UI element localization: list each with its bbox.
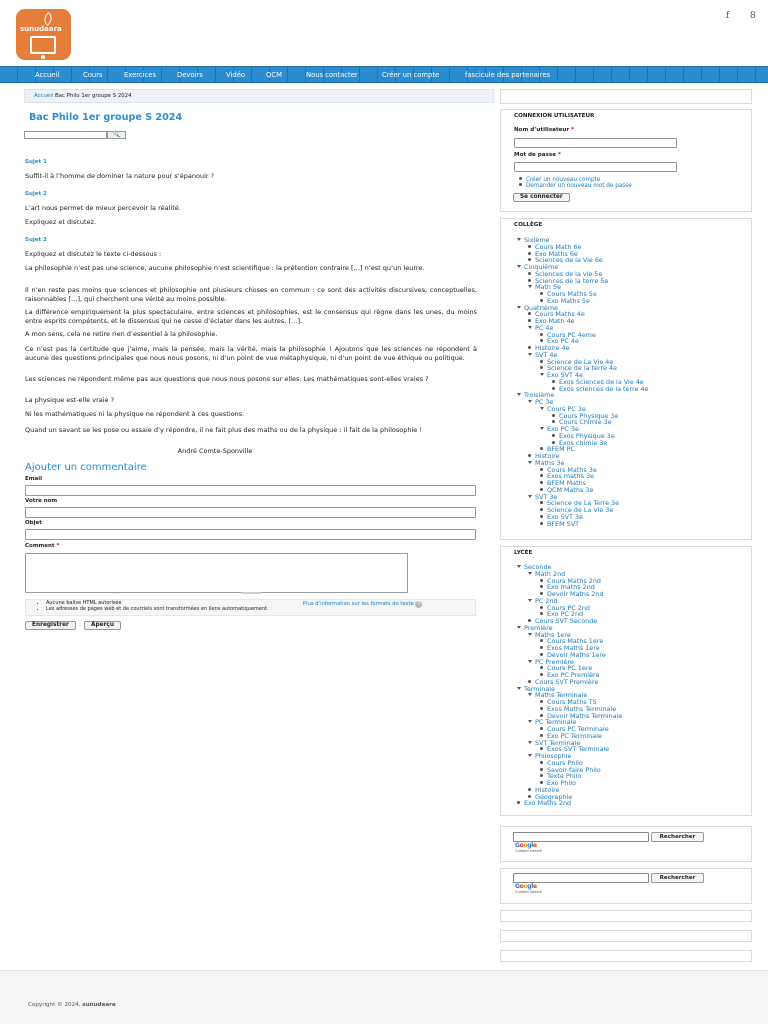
required-mark: * — [56, 543, 60, 549]
menu-item-label: Sciences de la vie 5e — [535, 269, 603, 278]
tip-item: • Aucune balise HTML autorisée — [46, 601, 281, 607]
menu-item-label: Histoire 4e — [535, 344, 570, 352]
google-letter: l — [531, 883, 534, 890]
expand-arrow-icon — [540, 427, 544, 430]
login-title: CONNEXION UTILISATEUR — [514, 113, 595, 119]
search-icon[interactable]: 🔍 — [107, 131, 126, 139]
bullet — [540, 774, 543, 777]
bullet — [540, 761, 543, 764]
info-icon: ? — [415, 601, 422, 608]
copyright-text: Copyright © 2024, — [28, 1002, 81, 1008]
sujet2-label: Sujet 2 — [25, 191, 47, 197]
menu-item-label: Exos SVT Terminale — [547, 745, 610, 754]
google-letter: o — [523, 883, 528, 890]
bullet — [519, 177, 522, 180]
bullet — [552, 387, 555, 390]
expand-arrow-icon — [528, 599, 532, 602]
menu-item-label: PC 4e — [535, 323, 554, 332]
password-label — [514, 152, 561, 158]
nav-devoirs[interactable]: Devoirs — [177, 71, 203, 79]
menu-item-label: Devoir Maths 2nd — [547, 590, 604, 598]
menu-item-label: BFEM SVT — [547, 519, 579, 528]
create-account-text: Créer un nouveau compte — [526, 177, 601, 183]
bullet — [528, 795, 531, 798]
bullet — [540, 508, 543, 511]
expand-arrow-icon — [528, 754, 532, 757]
preview-button[interactable]: Aperçu — [84, 621, 121, 630]
menu-item-label: Cours Maths 1ere — [547, 637, 604, 646]
site-footer — [0, 970, 768, 1024]
bullet — [540, 515, 543, 518]
sidebar-empty-block — [500, 950, 752, 962]
menu-item-label: BFEM Maths — [547, 479, 586, 487]
menu-item-label: Cours PC 2nd — [547, 603, 590, 612]
subject-label: Objet — [25, 520, 42, 526]
menu-item-label: Troisième — [524, 391, 555, 400]
bullet — [540, 666, 543, 669]
content-search-input[interactable] — [24, 131, 107, 139]
required-mark: * — [557, 152, 561, 158]
google-letter: o — [519, 883, 524, 890]
bullet — [528, 312, 531, 315]
comment-label-text: Comment — [25, 543, 55, 549]
comment-heading: Ajouter un commentaire — [25, 462, 147, 473]
paragraph-6: Les sciences ne répondent même pas aux questions que nous nous posons sur elles. Les mathématiques sont-elles vraies ? — [25, 375, 429, 383]
textarea-resize-handle[interactable] — [241, 592, 261, 594]
menu-item-label: SVT 3e — [535, 492, 558, 501]
email-label: Email — [25, 476, 42, 482]
google-search-input[interactable] — [513, 832, 649, 842]
username-label-text: Nom d’utilisateur — [514, 127, 570, 133]
menu-item-label: SVT 4e — [535, 350, 558, 359]
menu-item[interactable] — [540, 520, 579, 528]
expand-arrow-icon — [517, 626, 521, 629]
menu-item-label: Cours PC 4eme — [547, 330, 596, 339]
menu-item-label: Géographie — [535, 792, 573, 801]
bullet — [540, 585, 543, 588]
menu-item-label: Science de La Vie 4e — [547, 357, 614, 366]
menu-item-label: Philosophie — [535, 752, 572, 760]
menu-item-label: Exos sciences de la terre 4e — [559, 384, 649, 393]
bullet — [540, 646, 543, 649]
menu-item-label: Cours Maths 4e — [535, 310, 585, 319]
tip-item: • Les adresses de pages web et de courriels sont transformées en liens automatiquement. — [46, 607, 281, 613]
menu-item-label: Texte Philo — [547, 772, 582, 781]
author: André Comte-Sponville — [177, 447, 253, 455]
sidebar-empty-block — [500, 910, 752, 922]
bullet — [540, 468, 543, 471]
menu-item-label: Science de La Terre 3e — [547, 499, 620, 508]
menu-item-label: Seconde — [524, 563, 552, 571]
bullet — [540, 299, 543, 302]
menu-item-label: Exos Physique 3e — [559, 431, 615, 440]
menu-item-label: Exo SVT 4e — [547, 371, 583, 379]
email-field[interactable] — [25, 485, 476, 496]
facebook-icon[interactable]: f — [726, 11, 730, 21]
google-letter: o — [519, 842, 524, 849]
bullet — [528, 454, 531, 457]
expand-arrow-icon — [517, 393, 521, 396]
bullet — [540, 360, 543, 363]
menu-item-label: Cours Maths 3e — [547, 465, 597, 474]
nav-cours[interactable]: Cours — [83, 71, 103, 79]
footer-brand: sunudaara — [82, 1002, 116, 1008]
bullet — [528, 258, 531, 261]
tablet-icon — [30, 36, 56, 54]
text-format-tips — [25, 599, 476, 616]
bullet — [540, 727, 543, 730]
menu-item-label: Exos Maths 1ere — [547, 644, 600, 652]
site-logo[interactable] — [16, 9, 71, 60]
bullet — [528, 680, 531, 683]
sidebar-empty-block — [500, 930, 752, 942]
google-letter: e — [533, 842, 537, 849]
google-letter: G — [515, 842, 520, 849]
bullet — [540, 481, 543, 484]
menu-item-label: Cours PC Terminale — [547, 725, 609, 733]
sujet3-intro: Expliquez et discutez le texte ci-dessous : — [25, 250, 162, 258]
required-mark: * — [571, 127, 575, 133]
menu-item-label: Savoir-faire Philo — [547, 765, 601, 774]
menu-item-label: Science de la terre 4e — [547, 364, 617, 373]
bullet — [552, 441, 555, 444]
expand-arrow-icon — [517, 265, 521, 268]
expand-arrow-icon — [517, 238, 521, 241]
bullet — [528, 272, 531, 275]
menu-item-label: Sciences de la terre 5e — [535, 276, 609, 285]
menu-item-label: Devoir Maths 1ere — [547, 650, 606, 659]
bullet — [517, 801, 520, 804]
bullet — [540, 606, 543, 609]
sidebar-empty-block — [500, 89, 752, 104]
expand-arrow-icon — [528, 285, 532, 288]
bullet — [540, 639, 543, 642]
comment-textarea[interactable] — [25, 553, 408, 593]
menu-item-label: Exos chimie 3e — [559, 438, 608, 447]
bullet — [552, 434, 555, 437]
menu-item-label: Exo SVT 3e — [547, 512, 583, 521]
expand-arrow-icon — [528, 400, 532, 403]
more-info-link[interactable] — [303, 601, 422, 608]
menu-item-label: Exo maths 2nd — [547, 583, 595, 592]
sujet2-text: L’art nous permet de mieux percevoir la réalité. — [25, 204, 181, 212]
menu-item-label: Exos maths 3e — [547, 472, 594, 481]
nav-accueil[interactable]: Accueil — [35, 71, 60, 79]
expand-arrow-icon — [528, 660, 532, 663]
content-search — [24, 131, 126, 139]
menu-item-label: Cours Philo — [547, 758, 583, 767]
menu-item-label: Histoire — [535, 785, 560, 794]
menu-item-label: QCM Maths 3e — [547, 485, 594, 494]
bullet — [519, 183, 522, 186]
google-letter: g — [527, 842, 532, 849]
menu-item-label: Exo PC Première — [547, 671, 600, 679]
paragraph-1: La philosophie n’est pas une science, aucune philosophie n’est scientifique : la prétention contraire […] n’est qu’un leurre. — [25, 264, 425, 272]
main-navigation — [0, 66, 768, 83]
bullet — [528, 788, 531, 791]
menu-item-label: Première — [524, 623, 553, 632]
menu-item-label: PC 3e — [535, 398, 554, 406]
menu-item-label: Sciences de la Vie 6e — [535, 256, 603, 265]
expand-arrow-icon — [528, 572, 532, 575]
menu-item-label: Cinquième — [524, 263, 559, 271]
custom-search-label: Custom Search — [515, 849, 543, 853]
paragraph-3: La différence empiriquement la plus spectaculaire, entre sciences et philosophies, est le consensus qui règne dans les unes, du moins entre esprits compétents, et le dissensus qui ne cesse d’éclater dans les autres. […]. — [25, 308, 477, 325]
nav-exercices[interactable]: Exercices — [124, 71, 157, 79]
expand-arrow-icon — [528, 633, 532, 636]
bullet — [540, 714, 543, 717]
menu-item[interactable] — [552, 385, 648, 393]
nav-create-account[interactable]: Créer un compte — [382, 71, 440, 79]
lycee-title: LYCÉE — [514, 550, 533, 556]
bullet — [540, 474, 543, 477]
save-button[interactable]: Enregistrer — [25, 621, 76, 630]
expand-arrow-icon — [528, 461, 532, 464]
expand-arrow-icon — [528, 326, 532, 329]
site-header — [0, 0, 768, 66]
paragraph-4: A mon sens, cela ne retire rien d’essentiel à la philosophie. — [25, 330, 218, 338]
google-letter: o — [523, 842, 528, 849]
menu-item-label: PC Terminale — [535, 718, 577, 727]
name-field[interactable] — [25, 507, 476, 518]
name-label: Votre nom — [25, 498, 58, 504]
menu-item-label: PC 2nd — [535, 596, 558, 605]
menu-item-label: Exo PC 2nd — [547, 610, 584, 619]
more-info-text: Plus d’information sur les formats de texte — [303, 601, 414, 607]
breadcrumb-current: Bac Philo 1er groupe S 2024 — [54, 93, 132, 99]
comment-label — [25, 543, 59, 549]
expand-arrow-icon — [528, 693, 532, 696]
sujet1-label: Sujet 1 — [25, 159, 47, 165]
menu-item-label: Science de La Vie 3e — [547, 506, 614, 514]
menu-item-label: Histoire — [535, 452, 560, 460]
menu-item-label: Cours Maths 5e — [547, 290, 597, 298]
menu-item-label: Devoir Maths Terminale — [547, 711, 623, 720]
bullet — [540, 488, 543, 491]
breadcrumb — [24, 89, 494, 103]
google-search-input[interactable] — [513, 873, 649, 883]
bullet — [540, 700, 543, 703]
subject-field[interactable] — [25, 529, 476, 540]
menu-item-label: Maths 1ere — [535, 630, 571, 639]
menu-item-label: Cours SVT Seconde — [535, 617, 598, 625]
google-search-button[interactable]: Rechercher — [651, 873, 704, 883]
google-plus-icon[interactable]: 8 — [750, 11, 756, 21]
menu-item-label: Cours PC 3e — [547, 404, 586, 413]
bullet — [540, 781, 543, 784]
menu-item-label: SVT Terminale — [535, 738, 581, 747]
menu-item-label: Exo PC Terminale — [547, 731, 602, 740]
expand-arrow-icon — [540, 373, 544, 376]
menu-item-label: Exos Maths Terminale — [547, 704, 617, 713]
breadcrumb-home[interactable]: Accueil — [34, 93, 54, 99]
menu-item-label: Cours Maths TS — [547, 698, 597, 706]
copyright — [28, 1002, 116, 1008]
menu-item-label: Maths 3e — [535, 458, 565, 467]
google-letter: e — [533, 883, 537, 890]
reset-password-link[interactable] — [519, 183, 632, 189]
bullet — [540, 612, 543, 615]
nav-contact[interactable]: Nous contacter — [306, 71, 358, 79]
page-title: Bac Philo 1er groupe S 2024 — [29, 112, 183, 123]
bullet — [540, 366, 543, 369]
bullet — [528, 619, 531, 622]
expand-arrow-icon — [528, 720, 532, 723]
bullet — [528, 245, 531, 248]
password-label-text: Mot de passe — [514, 152, 557, 158]
google-letter: G — [515, 883, 520, 890]
bullet — [540, 333, 543, 336]
menu-item-label: Exo PC 4e — [547, 337, 579, 346]
bullet — [540, 768, 543, 771]
menu-item-label: Cours Chimie 3e — [559, 418, 612, 427]
login-button[interactable]: Se connecter — [513, 193, 570, 202]
menu-item-label: Sixième — [524, 236, 550, 244]
bullet — [552, 414, 555, 417]
menu-item-label: Exos Sciences de la Vie 4e — [559, 377, 644, 386]
sujet2-instruction: Expliquez et discutez. — [25, 218, 97, 226]
reset-password-text: Demander un nouveau mot de passe — [526, 183, 632, 189]
menu-item-label: PC Première — [535, 657, 574, 666]
expand-arrow-icon — [528, 353, 532, 356]
bullet — [540, 673, 543, 676]
bullet — [540, 339, 543, 342]
menu-item-label: Cours SVT Première — [535, 677, 599, 686]
sujet3-label: Sujet 3 — [25, 237, 47, 243]
logo-text: sunudaara — [20, 25, 62, 33]
custom-search-label: Custom Search — [515, 890, 543, 894]
paragraph-9: Quand un savant se les pose ou essaie d’y répondre, il ne fait plus des maths ou de la physique : il fait de la philosophie ! — [25, 426, 422, 434]
bullet — [540, 653, 543, 656]
nav-fascicule[interactable]: fascicule des partenaires — [465, 71, 551, 79]
bullet — [528, 279, 531, 282]
menu-item-label: Exo Philo — [547, 779, 576, 787]
google-letter: g — [527, 883, 532, 890]
college-title: COLLÈGE — [514, 222, 543, 228]
paragraph-7: La physique est-elle vraie ? — [25, 396, 115, 404]
bullet — [540, 501, 543, 504]
username-field[interactable] — [514, 138, 677, 148]
menu-item-label: Math 5e — [535, 283, 562, 292]
menu-item-label: Terminale — [524, 684, 555, 693]
bullet — [540, 707, 543, 710]
bullet — [552, 380, 555, 383]
menu-item-label: BFEM PC — [547, 445, 575, 454]
bullet — [528, 319, 531, 322]
bullet — [540, 592, 543, 595]
menu-item-label: Exo Maths 2nd — [524, 799, 572, 808]
expand-arrow-icon — [528, 495, 532, 498]
menu-item-label: Cours Math 6e — [535, 242, 582, 251]
menu-item-label: Exo Maths 5e — [547, 296, 590, 305]
paragraph-2: Il n’en reste pas moins que sciences et philosophie ont plusieurs choses en commun : ce sont des activités discursives, conceptuelles, raisonnables […], qui cherchent une vérité au moins possible. — [25, 286, 477, 303]
bullet — [528, 252, 531, 255]
expand-arrow-icon — [540, 407, 544, 410]
bullet — [540, 747, 543, 750]
expand-arrow-icon — [517, 306, 521, 309]
menu-item-label: Cours Maths 2nd — [547, 576, 601, 585]
bullet — [528, 346, 531, 349]
bullet — [540, 522, 543, 525]
menu-item-label: Math 2nd — [535, 569, 566, 578]
google-letter: l — [531, 842, 534, 849]
bullet — [540, 579, 543, 582]
google-search-button[interactable]: Rechercher — [651, 832, 704, 842]
menu-item-label: Exo Maths 6e — [535, 249, 578, 258]
menu-item-label: Exo PC 3e — [547, 425, 579, 433]
google-logo — [515, 883, 537, 890]
menu-item-label: Quatrième — [524, 303, 558, 312]
google-logo — [515, 842, 537, 849]
bullet — [540, 292, 543, 295]
paragraph-5: Ce n’est pas la certitude que j’aime, mais la pensée, mais la vérité, mais la philosophie ! Ajoutons que les sciences ne répondent à aucune des questions principales que nous nous posons, ni d’un point de vue métaphysique, ni d’un point de vue éthique ou politique. — [25, 345, 477, 362]
expand-arrow-icon — [528, 741, 532, 744]
menu-item[interactable] — [517, 799, 571, 807]
paragraph-8: Ni les mathématiques ni la physique ne répondent à ces questions. — [25, 410, 245, 418]
expand-arrow-icon — [517, 687, 521, 690]
nav-qcm[interactable]: QCM — [266, 71, 282, 79]
username-label — [514, 127, 574, 133]
expand-arrow-icon — [517, 565, 521, 568]
menu-item-label: Maths Terminale — [535, 691, 588, 700]
menu-item-label: Exo Math 4e — [535, 317, 575, 325]
bullet — [540, 447, 543, 450]
bullet — [540, 734, 543, 737]
nav-video[interactable]: Vidéo — [226, 71, 246, 79]
bullet — [552, 420, 555, 423]
menu-item-label: Cours Physique 3e — [559, 411, 619, 420]
sujet1-text: Suffit-il à l’homme de dominer la nature pour s’épanouir ? — [25, 172, 215, 180]
logo-dot — [41, 55, 45, 59]
password-field[interactable] — [514, 162, 677, 172]
menu-item-label: Cours PC 1ere — [547, 664, 593, 673]
